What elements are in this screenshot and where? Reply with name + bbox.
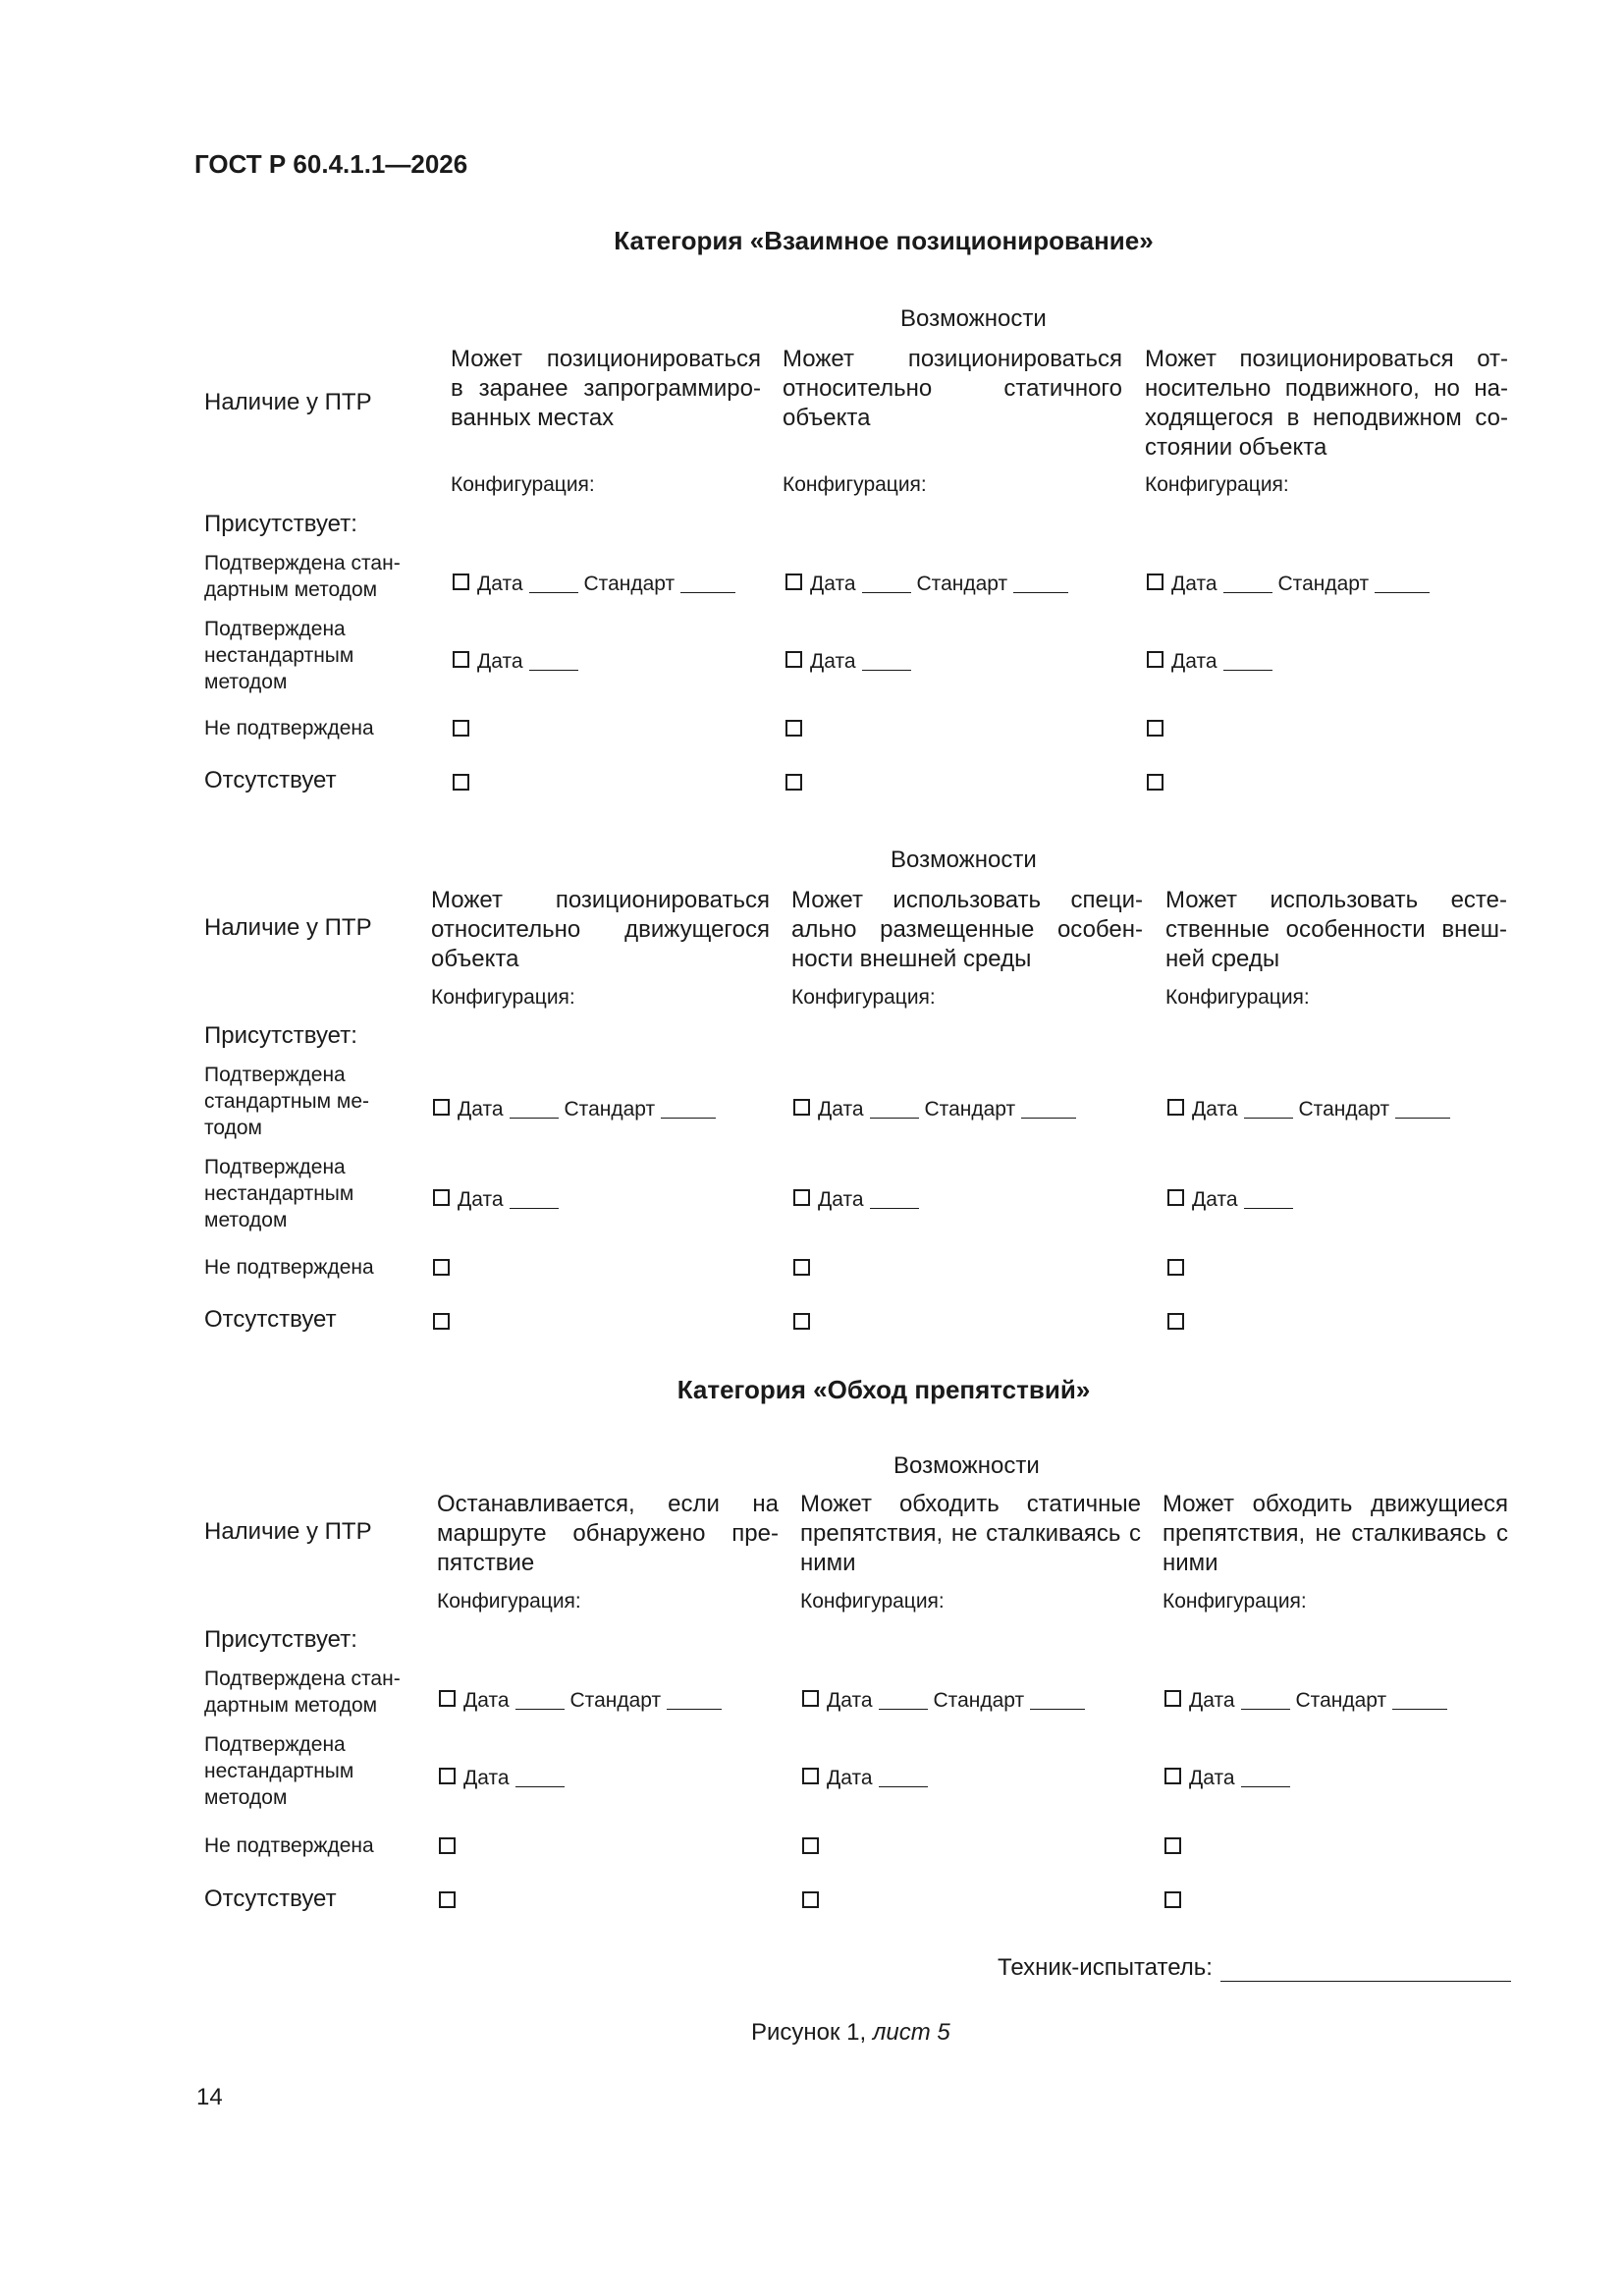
row-label-standard: Подтверждена стан-дартным методом [204, 552, 401, 601]
capability-column-3: Может позиционироваться от-носительно подвижного, но на-ходящегося в неподвижном со-стоянии объекта [1145, 346, 1508, 461]
date-blank[interactable] [510, 1192, 559, 1209]
date-blank[interactable] [515, 1693, 565, 1710]
capability-column-1: Останавливается, если на маршруте обнаружено пре-пятствие [437, 1491, 779, 1576]
configuration-label: Конфигурация: [800, 1590, 945, 1613]
date-blank[interactable] [529, 654, 578, 671]
technician-label: Техник-испытатель: [998, 1954, 1213, 1981]
capability-column-2: Может использовать специ-ально размещенные особен-ности внешней среды [791, 887, 1143, 972]
not-confirmed-cell [785, 723, 810, 739]
checkbox[interactable] [433, 1099, 450, 1116]
date-blank[interactable] [510, 1102, 559, 1119]
date-label: Дата [827, 1689, 873, 1712]
date-blank[interactable] [515, 1771, 565, 1787]
standard-method-cell [1167, 1098, 1456, 1121]
technician-signature [998, 1954, 1511, 1982]
date-label: Дата [477, 573, 523, 595]
checkbox[interactable] [1167, 1313, 1184, 1330]
configuration-label: Конфигурация: [783, 473, 927, 496]
configuration-label: Конфигурация: [1163, 1590, 1307, 1613]
checkbox[interactable] [1164, 1690, 1181, 1707]
checkbox[interactable] [793, 1259, 810, 1276]
standard-blank[interactable] [661, 1102, 716, 1119]
checkbox[interactable] [1164, 1837, 1181, 1854]
absent-cell [1167, 1316, 1192, 1333]
absent-cell [793, 1316, 818, 1333]
capability-column-3: Может использовать есте-ственные особенности внеш-ней среды [1165, 887, 1507, 972]
checkbox[interactable] [793, 1189, 810, 1206]
date-label: Дата [1189, 1689, 1235, 1712]
row-label-nonstandard: Подтверждена нестандартным методом [204, 1733, 354, 1809]
standard-method-cell [785, 573, 1074, 596]
date-label: Дата [477, 650, 523, 673]
standard-label: Стандарт [1277, 573, 1370, 595]
checkbox[interactable] [439, 1690, 456, 1707]
figure-caption [751, 2019, 950, 2047]
standard-method-cell [453, 573, 741, 596]
standard-method-cell [439, 1689, 728, 1713]
checkbox[interactable] [802, 1768, 819, 1784]
capability-column-2: Может обходить статичные препятствия, не сталкиваясь с ними [800, 1491, 1141, 1576]
row-label-nonstandard: Подтверждена нестандартным методом [204, 1156, 354, 1231]
checkbox[interactable] [453, 651, 469, 668]
date-blank[interactable] [1223, 576, 1272, 593]
date-blank[interactable] [879, 1771, 928, 1787]
nonstandard-method-cell [802, 1767, 934, 1790]
absent-cell [453, 777, 477, 793]
present-label: Присутствует: [204, 511, 357, 537]
checkbox[interactable] [1147, 774, 1163, 791]
standard-label: Стандарт [569, 1689, 662, 1712]
standard-blank[interactable] [680, 576, 735, 593]
checkbox[interactable] [785, 720, 802, 737]
capability-column-2: Может позиционироваться относительно статичного объекта [783, 346, 1122, 431]
date-blank[interactable] [862, 654, 911, 671]
date-label: Дата [463, 1767, 510, 1789]
standard-method-cell [1164, 1689, 1453, 1713]
date-blank[interactable] [862, 576, 911, 593]
standard-method-cell [802, 1689, 1091, 1713]
standard-label: Стандарт [933, 1689, 1025, 1712]
absent-cell [802, 1894, 827, 1911]
date-blank[interactable] [1223, 654, 1272, 671]
standard-blank[interactable] [1375, 576, 1430, 593]
standard-label: Стандарт [916, 573, 1008, 595]
date-label: Дата [463, 1689, 510, 1712]
date-blank[interactable] [529, 576, 578, 593]
standard-blank[interactable] [1021, 1102, 1076, 1119]
date-label: Дата [1192, 1098, 1238, 1121]
row-label-absent: Отсутствует [204, 1306, 337, 1333]
row-label-absent: Отсутствует [204, 767, 337, 793]
document-id: ГОСТ Р 60.4.1.1—2026 [194, 149, 468, 179]
capabilities-heading: Возможности [900, 305, 1047, 332]
configuration-label: Конфигурация: [791, 986, 936, 1009]
not-confirmed-cell [1167, 1262, 1192, 1279]
nonstandard-method-cell [433, 1188, 565, 1212]
page-number: 14 [196, 2084, 223, 2110]
absent-cell [1147, 777, 1171, 793]
checkbox[interactable] [802, 1891, 819, 1908]
date-label: Дата [1171, 650, 1217, 673]
checkbox[interactable] [802, 1690, 819, 1707]
signature-blank[interactable] [1220, 1961, 1511, 1982]
capabilities-heading: Возможности [893, 1452, 1040, 1479]
not-confirmed-cell [802, 1840, 827, 1857]
date-label: Дата [1171, 573, 1217, 595]
date-blank[interactable] [1241, 1771, 1290, 1787]
date-blank[interactable] [879, 1693, 928, 1710]
availability-label: Наличие у ПТР [204, 914, 372, 941]
nonstandard-method-cell [785, 650, 917, 674]
configuration-label: Конфигурация: [1145, 473, 1289, 496]
date-label: Дата [458, 1098, 504, 1121]
row-label-nonstandard: Подтверждена нестандартным методом [204, 618, 354, 693]
standard-blank[interactable] [1395, 1102, 1450, 1119]
nonstandard-method-cell [1164, 1767, 1296, 1790]
not-confirmed-cell [1164, 1840, 1189, 1857]
checkbox[interactable] [1147, 651, 1163, 668]
row-label-not-confirmed: Не подтверждена [204, 1834, 374, 1857]
date-blank[interactable] [870, 1102, 919, 1119]
present-label: Присутствует: [204, 1022, 357, 1049]
checkbox[interactable] [433, 1189, 450, 1206]
checkbox[interactable] [1167, 1189, 1184, 1206]
present-label: Присутствует: [204, 1626, 357, 1653]
date-label: Дата [1189, 1767, 1235, 1789]
configuration-label: Конфигурация: [1165, 986, 1310, 1009]
nonstandard-method-cell [793, 1188, 925, 1212]
figure-sheet: лист 5 [872, 2019, 950, 2046]
checkbox[interactable] [785, 651, 802, 668]
standard-blank[interactable] [667, 1693, 722, 1710]
standard-method-cell [793, 1098, 1082, 1121]
date-label: Дата [458, 1188, 504, 1211]
checkbox[interactable] [433, 1313, 450, 1330]
nonstandard-method-cell [1147, 650, 1278, 674]
not-confirmed-cell [1147, 723, 1171, 739]
standard-method-cell [433, 1098, 722, 1121]
row-label-not-confirmed: Не подтверждена [204, 717, 374, 739]
checkbox[interactable] [1147, 574, 1163, 590]
availability-label: Наличие у ПТР [204, 1518, 372, 1545]
standard-label: Стандарт [564, 1098, 656, 1121]
date-label: Дата [827, 1767, 873, 1789]
checkbox[interactable] [793, 1313, 810, 1330]
capability-column-3: Может обходить движущиеся препятствия, не сталкиваясь с ними [1163, 1491, 1508, 1576]
not-confirmed-cell [433, 1262, 458, 1279]
not-confirmed-cell [439, 1840, 463, 1857]
not-confirmed-cell [793, 1262, 818, 1279]
standard-label: Стандарт [924, 1098, 1016, 1121]
checkbox[interactable] [453, 574, 469, 590]
checkbox[interactable] [439, 1768, 456, 1784]
nonstandard-method-cell [439, 1767, 570, 1790]
capabilities-heading: Возможности [891, 847, 1037, 873]
checkbox[interactable] [785, 774, 802, 791]
date-label: Дата [1192, 1188, 1238, 1211]
row-label-standard: Подтверждена стандартным ме-тодом [204, 1064, 369, 1139]
configuration-label: Конфигурация: [437, 1590, 581, 1613]
absent-cell [433, 1316, 458, 1333]
standard-blank[interactable] [1013, 576, 1068, 593]
standard-label: Стандарт [1295, 1689, 1387, 1712]
date-label: Дата [810, 650, 856, 673]
checkbox[interactable] [1167, 1259, 1184, 1276]
checkbox[interactable] [1164, 1891, 1181, 1908]
absent-cell [785, 777, 810, 793]
standard-method-cell [1147, 573, 1435, 596]
date-blank[interactable] [1244, 1192, 1293, 1209]
configuration-label: Конфигурация: [451, 473, 595, 496]
figure-number: Рисунок 1, [751, 2019, 867, 2046]
row-label-absent: Отсутствует [204, 1886, 337, 1912]
checkbox[interactable] [785, 574, 802, 590]
availability-label: Наличие у ПТР [204, 389, 372, 415]
row-label-standard: Подтверждена стан-дартным методом [204, 1667, 401, 1717]
standard-blank[interactable] [1030, 1693, 1085, 1710]
category-title-positioning: Категория «Взаимное позиционирование» [614, 226, 1154, 255]
not-confirmed-cell [453, 723, 477, 739]
checkbox[interactable] [453, 720, 469, 737]
checkbox[interactable] [1167, 1099, 1184, 1116]
date-blank[interactable] [870, 1192, 919, 1209]
absent-cell [1164, 1894, 1189, 1911]
standard-label: Стандарт [1298, 1098, 1390, 1121]
checkbox[interactable] [433, 1259, 450, 1276]
nonstandard-method-cell [1167, 1188, 1299, 1212]
row-label-not-confirmed: Не подтверждена [204, 1256, 374, 1279]
standard-label: Стандарт [583, 573, 676, 595]
standard-blank[interactable] [1392, 1693, 1447, 1710]
checkbox[interactable] [439, 1891, 456, 1908]
checkbox[interactable] [793, 1099, 810, 1116]
checkbox[interactable] [439, 1837, 456, 1854]
date-label: Дата [818, 1098, 864, 1121]
configuration-label: Конфигурация: [431, 986, 575, 1009]
checkbox[interactable] [1164, 1768, 1181, 1784]
checkbox[interactable] [1147, 720, 1163, 737]
category-title-obstacles: Категория «Обход препятствий» [676, 1375, 1091, 1404]
absent-cell [439, 1894, 463, 1911]
date-label: Дата [810, 573, 856, 595]
date-label: Дата [818, 1188, 864, 1211]
date-blank[interactable] [1241, 1693, 1290, 1710]
checkbox[interactable] [453, 774, 469, 791]
nonstandard-method-cell [453, 650, 584, 674]
capability-column-1: Может позиционироваться относительно движущегося объекта [431, 887, 770, 972]
date-blank[interactable] [1244, 1102, 1293, 1119]
checkbox[interactable] [802, 1837, 819, 1854]
capability-column-1: Может позиционироваться в заранее запрограммиро-ванных местах [451, 346, 761, 431]
